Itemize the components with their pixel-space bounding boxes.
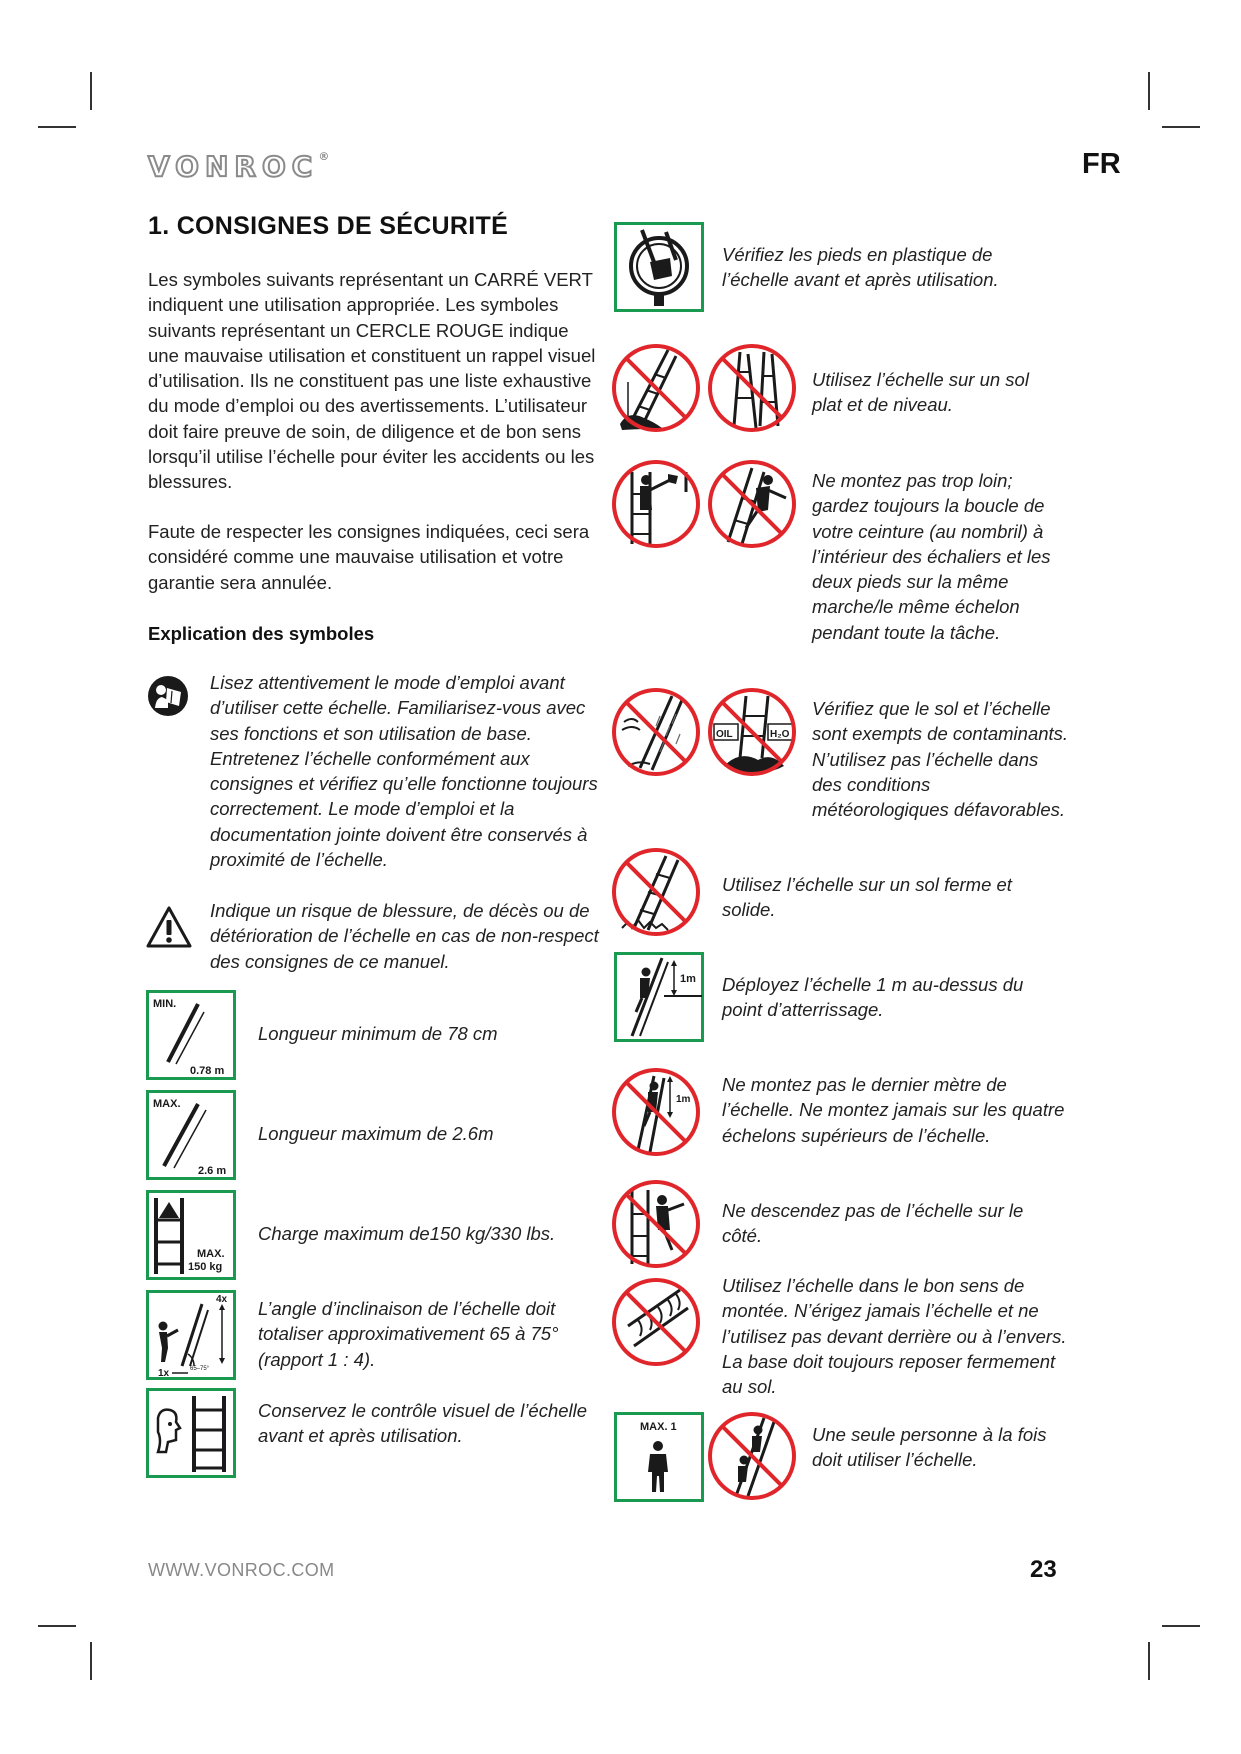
brand-logo: VONROC® [148,150,330,183]
page-number: 23 [1030,1556,1057,1583]
crop-mark [1162,126,1200,128]
oil-water-prohibited-icon [706,686,798,778]
min-label: MIN. [153,998,177,1010]
crop-mark [90,72,92,110]
min-length-text: Longueur minimum de 78 cm [258,1023,498,1044]
orientation-text: Utilisez l’échelle dans le bon sens de montée. N’érigez jamais l’échelle et ne l’utilisez pas devant derrière ou à l’envers. La base doit toujours reposer fermement au sol. [722,1275,1067,1398]
min-length-icon [146,990,236,1080]
correct-reach-icon [610,458,702,550]
extend-one-meter-text: Déployez l’échelle 1 m au-dessus du point d’atterrissage. [722,974,1024,1021]
symbols-heading: Explication des symboles [148,623,375,644]
top-rungs-prohibited-icon [610,1066,702,1158]
twisted-ladder-prohibited-icon [706,342,798,434]
max-person-label: MAX. 1 [640,1421,677,1433]
wrong-orientation-prohibited-icon [610,1276,702,1368]
section-title: 1. CONSIGNES DE SÉCURITÉ [148,212,509,240]
side-descent-text: Ne descendez pas de l’échelle sur le côté. [722,1200,1024,1247]
contaminants-text: Vérifiez que le sol et l’échelle sont exempts de contaminants. N’utilisez pas l’échelle dans des conditions météorologiques défavorables. [812,698,1069,821]
max-load-icon [146,1190,236,1280]
read-manual-icon [146,674,190,718]
intro-paragraph: Les symboles suivants représentant un CARRÉ VERT indiquent une utilisation appropriée. Les symboles suivants représentant un CERCLE ROUGE indique une mauvaise utilisation et constituent un rappel visuel d’utilisation. Ils ne constituent pas une liste exhaustive du mode d’emploi ou des avertissements. L’utilisateur doit faire preuve de soin, de diligence et de bon sens lorsqu’il utilise l’échelle pour éviter les accidents ou les blessures. [148,269,596,493]
max-label: MAX. [153,1098,181,1110]
warranty-paragraph: Faute de respecter les consignes indiquées, ceci sera considéré comme une mauvaise utilisation et votre garantie sera annulée. [148,521,590,593]
crop-mark [90,1642,92,1680]
two-persons-prohibited-icon [706,1410,798,1502]
max-load-text: Charge maximum de150 kg/330 lbs. [258,1223,556,1244]
max-length-text: Longueur maximum de 2.6m [258,1123,494,1144]
crop-mark [38,1625,76,1627]
crop-mark [1162,1625,1200,1627]
plastic-feet-text: Vérifiez les pieds en plastique de l’échelle avant et après utilisation. [722,244,999,291]
load-label: MAX. [197,1248,225,1260]
max-value: 2.6 m [198,1165,227,1177]
oil-label: OIL [716,729,733,740]
trademark: ® [318,150,330,163]
crop-mark [1148,1642,1150,1680]
overreach-prohibited-icon [706,458,798,550]
warning-text: Indique un risque de blessure, de décès ou de détérioration de l’échelle en cas de non-respect des consignes de ce manuel. [210,900,599,972]
side-descent-prohibited-icon [610,1178,702,1270]
top-height: 1m [676,1094,691,1105]
ratio-top: 4x [216,1294,228,1305]
crop-mark [38,126,76,128]
uneven-ground-prohibited-icon [610,342,702,434]
warning-triangle-icon [146,905,192,949]
water-label: H₂O [770,729,790,740]
plastic-feet-icon [614,222,704,312]
extend-height: 1m [680,973,696,985]
visual-check-text: Conservez le contrôle visuel de l’échelle avant et après utilisation. [258,1400,588,1447]
top-rungs-text: Ne montez pas le dernier mètre de l’échelle. Ne montez jamais sur les quatre échelons supérieurs de l’échelle. [722,1074,1065,1146]
bad-weather-prohibited-icon [610,686,702,778]
overreach-text: Ne montez pas trop loin; gardez toujours la boucle de votre ceinture (au nombril) à l’intérieur des échaliers et les deux pieds sur la même marche/le même échelon pendant toute la tâche. [812,470,1051,643]
extend-one-meter-icon [614,952,704,1042]
max-length-icon [146,1090,236,1180]
crop-mark [1148,72,1150,110]
soft-ground-prohibited-icon [610,846,702,938]
read-manual-text: Lisez attentivement le mode d’emploi avant d’utiliser cette échelle. Familiarisez-vous avec ses fonctions et son utilisation de base. Entretenez l’échelle conformément aux consignes et vérifiez qu’elle fonctionne toujours correctement. Le mode d’emploi et la documentation jointe doivent être conservés à proximité de l’échelle. [210,672,598,871]
ratio-bottom: 1x [158,1368,170,1379]
min-value: 0.78 m [190,1065,225,1077]
ladder-angle-text: L’angle d’inclinaison de l’échelle doit totaliser approximativement 65 à 75° (rapport 1 : 4). [258,1298,559,1370]
angle-value: 65–75° [190,1366,210,1372]
one-person-text: Une seule personne à la fois doit utiliser l’échelle. [812,1424,1047,1471]
visual-check-icon [146,1388,236,1478]
firm-ground-text: Utilisez l’échelle sur un sol ferme et solide. [722,874,1012,921]
max-one-person-icon [614,1412,704,1502]
ladder-angle-icon [146,1290,236,1380]
language-code: FR [1082,148,1121,180]
load-value: 150 kg [188,1261,223,1273]
level-ground-text: Utilisez l’échelle sur un sol plat et de niveau. [812,369,1029,416]
footer-url[interactable]: WWW.VONROC.COM [148,1560,335,1580]
